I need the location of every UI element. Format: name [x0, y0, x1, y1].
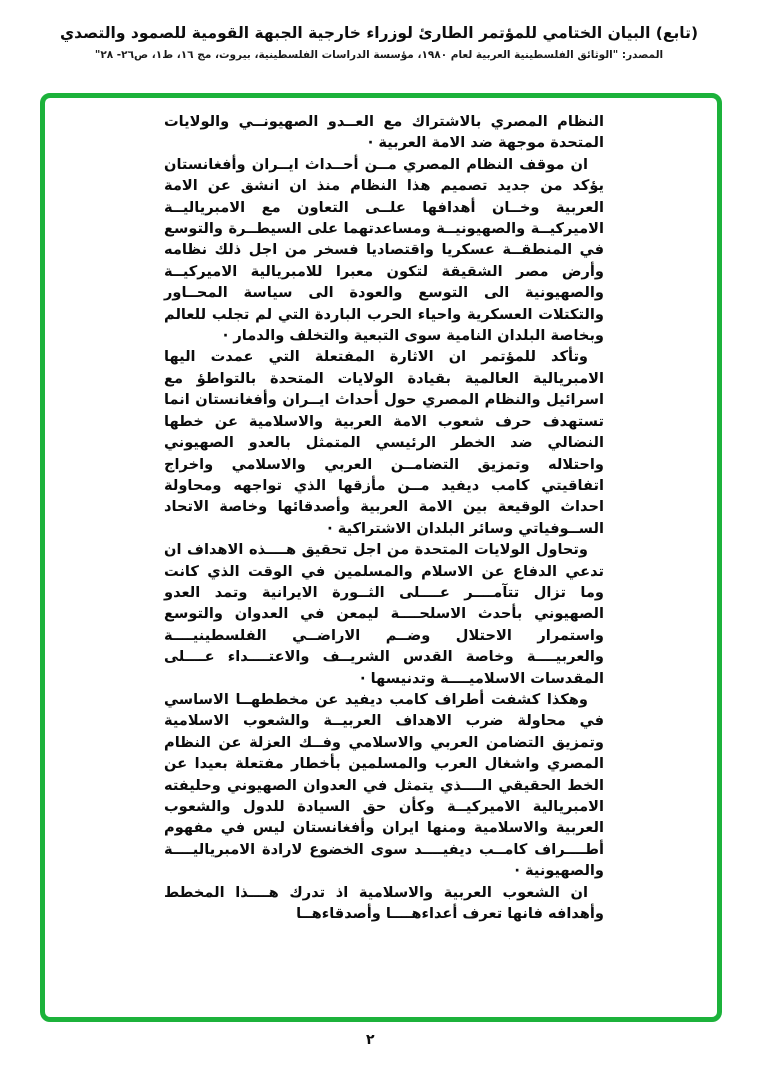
document-header	[0, 24, 758, 61]
page-number: ٢	[366, 1032, 375, 1048]
paragraph: وهكذا كشفت أطراف كامب ديفيد عن مخططهــا الاساسي في محاولة ضرب الاهداف العربيــة والشعوب الاسلامية وتمزيق التضامن العربي والاسلامي وفــك العزلة عن النظام المصري واشغال العرب والمسلمين بأخطار مفتعلة بعيدا عن الخط الحقيقي الــــذي يتمثل في العدوان الصهيوني وحليفته الامبريالية الاميركيــة وكأن حق السيادة للدول والشعوب العربية والاسلامية ومنها ايران وأفغانستان ليس في مفهوم أطــــراف كامــب ديفيــــد سوى الخضوع لارادة الامبرياليــــة والصهيونية ·	[164, 690, 604, 880]
document-body	[164, 111, 604, 924]
document-source-citation: المصدر: "الوثائق الفلسطينية العربية لعام ١٩٨٠، مؤسسة الدراسات الفلسطينية، بيروت، مج ١٦، ط١، ص٢٦- ٢٨"	[94, 49, 664, 61]
paragraph: وتحاول الولايات المتحدة من اجل تحقيق هــــذه الاهداف ان تدعي الدفاع عن الاسلام والمسلمين في الوقت الذي كانت وما تزال تتآمــــر عــــلى الثــورة الايرانية وتمد العدو الصهيوني بأحدث الاسلحــــة ليمعن في العدوان والتوسع واستمرار الاحتلال وضــم الاراضــي الفلسطينيــــة والعربيــــة وخاصة القدس الشريــف والاعتــــداء عــــلى المقدسات الاسلاميــــة وتدنيسها ·	[164, 541, 604, 687]
document-title: (تابع) البيان الختامي للمؤتمر الطارئ لوزراء خارجية الجبهة القومية للصمود والتصدي	[59, 24, 699, 42]
paragraph: ان الشعوب العربية والاسلامية اذ تدرك هــــذا المخطط وأهدافه فانها تعرف أعداءهــــا وأصدقاءهــا	[164, 883, 604, 923]
paragraph: وتأكد للمؤتمر ان الاثارة المفتعلة التي عمدت اليها الامبريالية العالمية بقيادة الولايات المتحدة بالتواطؤ مع اسرائيل والنظام المصري حول أحداث ايــران وأفغانستان انما تستهدف حرف شعوب الامة العربية والاسلامية عن خطها النضالي ضد الخطر الرئيسي المتمثل بالعدو الصهيوني واحتلاله وتمزيق التضامــن العربي والاسلامي واخراج اتفاقيتي كامب ديفيد مــن مأزقها الذي تواجهه ومحاولة احداث الوقيعة بين الامة العربية وأصدقائها وخاصة الاتحاد الســوفياتي وسائر البلدان الاشتراكية ·	[164, 348, 604, 537]
green-border-frame	[40, 93, 722, 1022]
paragraph: النظام المصري بالاشتراك مع العــدو الصهيونــي والولايات المتحدة موجهة ضد الامة العربية ·	[164, 113, 604, 152]
paragraph: ان موقف النظام المصري مــن أحــداث ايــران وأفغانستان يؤكد من جديد تصميم هذا النظام منذ ان انشق عن الامة العربية وخــان أهدافها علــى التعاون مع الامبرياليــة الاميركيــة والصهيونيــة ومساعدتهما على السيطــرة والتوسع في المنطقــة عسكريا واقتصاديا فسخر من اجل ذلك نظامه وأرض مصر الشقيقة لتكون معبرا للامبريالية الاميركيــة والصهيونية الى التوسع والعودة الى سياسة المحــاور والتكتلات العسكرية واحياء الحرب الباردة التي لم تجلب للعالم وبخاصة البلدان النامية سوى التبعية والتخلف والدمار ·	[164, 155, 604, 345]
